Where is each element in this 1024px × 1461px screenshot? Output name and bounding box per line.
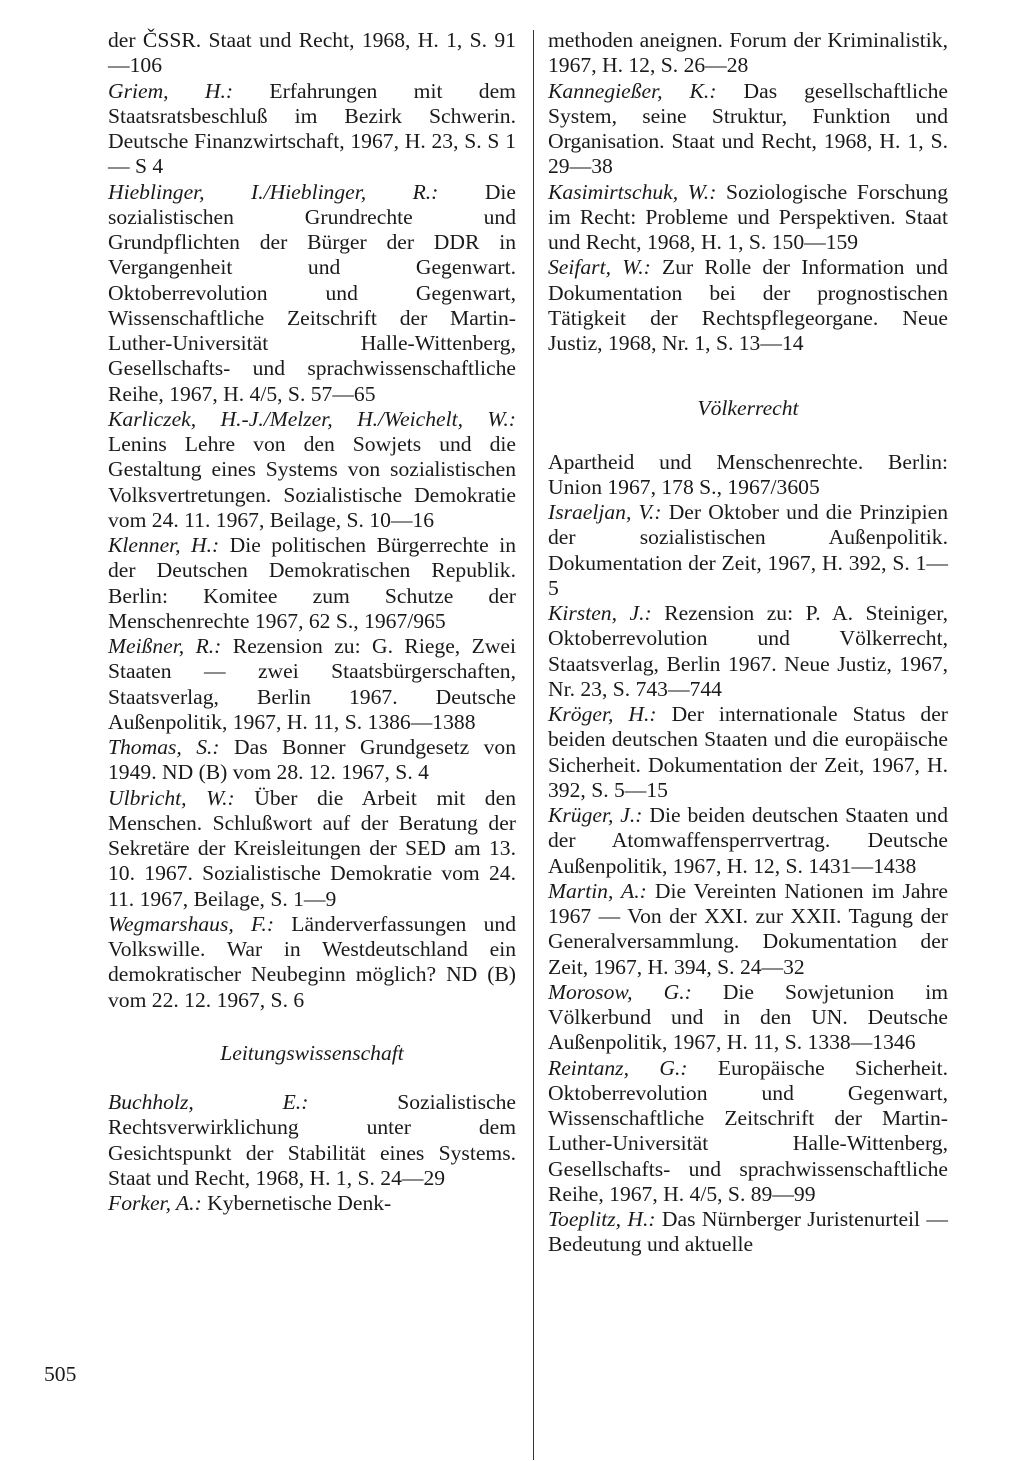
entry-text: Das Bonner Grundgesetz von 1949. ND (B) vom 28. 12. 1967, S. 4 xyxy=(108,735,516,785)
bibliography-entry xyxy=(548,450,948,501)
entry-text: Länderverfassungen und Volkswille. War in Westdeutschland ein demokratischer Neubeginn möglich? ND (B) vom 22. 12. 1967, S. 6 xyxy=(108,911,516,1012)
page-number: 505 xyxy=(44,1362,77,1386)
section-heading: Leitungswissenschaft xyxy=(220,1040,404,1065)
entry-author: Israeljan, V.: xyxy=(548,500,662,524)
bibliography-entry xyxy=(548,1056,948,1208)
entry-text: Die sozialistischen Grundrechte und Grundpflichten der Bürger der DDR in Vergangenheit und Gegenwart. Oktoberrevolution und Gegenwart, Wissenschaftliche Zeitschrift der Martin-Luther-Universität Halle-Wittenberg, Gesellschafts- und sprachwissenschaftliche Reihe, 1967, H. 4/5, S. 57—65 xyxy=(108,179,516,406)
bibliography-entry xyxy=(548,79,948,180)
entry-text: Apartheid und Menschenrechte. Berlin: Union 1967, 178 S., 1967/3605 xyxy=(548,449,948,499)
bibliography-entry xyxy=(108,533,516,634)
bibliography-entry xyxy=(548,1207,948,1258)
entry-author: Seifart, W.: xyxy=(548,255,651,280)
entry-author: Reintanz, G.: xyxy=(548,1055,688,1080)
entry-text: Die beiden deutschen Staaten und der Atomwaffensperrvertrag. Deutsche Außenpolitik, 1967, H. 12, S. 1431—1438 xyxy=(548,803,948,878)
bibliography-entry xyxy=(548,803,948,879)
bibliography-entry xyxy=(108,79,516,180)
entry-text: Sozialistische Rechtsverwirklichung unter dem Gesichtspunkt der Stabilität eines Systems. Staat und Recht, 1968, H. 1, S. 24—29 xyxy=(108,1090,516,1190)
bibliography-entry xyxy=(108,1191,516,1216)
right-column xyxy=(548,28,948,1258)
bibliography-entry xyxy=(108,735,516,786)
entry-author: Hieblinger, I./Hieblinger, R.: xyxy=(108,179,439,204)
entry-author: Klenner, H.: xyxy=(108,533,220,557)
bibliography-entry xyxy=(108,912,516,1013)
entry-text: Die Sowjetunion im Völkerbund und in den UN. Deutsche Außenpolitik, 1967, H. 11, S. 1338—1346 xyxy=(548,979,949,1055)
entry-author: Kasimirtschuk, W.: xyxy=(548,179,717,204)
entry-author: Forker, A.: xyxy=(108,1191,202,1215)
entry-author: Kröger, H.: xyxy=(548,702,657,726)
bibliography-entry xyxy=(108,180,516,407)
entry-text: Erfahrungen mit dem Staatsratsbeschluß im Bezirk Schwerin. Deutsche Finanzwirtschaft, 1967, H. 23, S. S 1— S 4 xyxy=(108,78,516,179)
entry-author: Meißner, R.: xyxy=(108,634,222,658)
entry-author: Thomas, S.: xyxy=(108,735,220,759)
bibliography-entry xyxy=(548,28,948,79)
left-column xyxy=(108,28,516,1216)
entry-text: Über die Arbeit mit den Menschen. Schlußwort auf der Beratung der Sekretäre der Kreisleitungen der SED am 13. 10. 1967. Sozialistische Demokratie vom 24. 11. 1967, Beilage, S. 1—9 xyxy=(108,785,516,911)
entry-text: Soziologische Forschung im Recht: Probleme und Perspektiven. Staat und Recht, 1968, H. 1, S. 150—159 xyxy=(548,179,949,254)
entry-text: methoden aneignen. Forum der Kriminalistik, 1967, H. 12, S. 26—28 xyxy=(548,28,948,78)
entry-text: Lenins Lehre von den Sowjets und die Gestaltung eines Systems von sozialistischen Volksvertretungen. Sozialistische Demokratie vom 24. 11. 1967, Beilage, S. 10—16 xyxy=(108,432,516,532)
bibliography-entry xyxy=(548,879,948,980)
entry-text: Europäische Sicherheit. Oktoberrevolution und Gegenwart, Wissenschaftliche Zeitschrift der Martin-Luther-Universität Halle-Wittenberg, Gesellschafts- und sprachwissenschaftliche Reihe, 1967, H. 4/5, S. 89—99 xyxy=(548,1055,948,1206)
entry-author: Wegmarshaus, F.: xyxy=(108,911,275,936)
entry-author: Morosow, G.: xyxy=(548,979,692,1004)
bibliography-entry xyxy=(108,786,516,912)
entry-author: Toeplitz, H.: xyxy=(548,1207,656,1231)
entry-text: Das gesellschaftliche System, seine Struktur, Funktion und Organisation. Staat und Recht, 1968, H. 1, S. 29—38 xyxy=(548,78,948,179)
entry-author: Kannegießer, K.: xyxy=(548,78,717,103)
entry-text: Rezension zu: G. Riege, Zwei Staaten — zwei Staatsbürgerschaften, Staatsverlag, Berlin 1967. Deutsche Außenpolitik, 1967, H. 11, S. 1386—1388 xyxy=(108,634,516,734)
entry-author: Krüger, J.: xyxy=(548,803,643,827)
bibliography-entry xyxy=(548,180,948,256)
bibliography-entry xyxy=(548,601,948,702)
entry-text: Die Vereinten Nationen im Jahre 1967 — Von der XXI. zur XXII. Tagung der Generalversammlung. Dokumentation der Zeit, 1967, H. 394, S. 24—32 xyxy=(548,878,949,979)
entry-author: Kirsten, J.: xyxy=(548,601,652,625)
entry-text: Das Nürnberger Juristenurteil — Bedeutung und aktuelle xyxy=(548,1207,948,1257)
entry-author: Ulbricht, W.: xyxy=(108,785,235,810)
bibliography-entry xyxy=(108,634,516,735)
entry-text: Zur Rolle der Information und Dokumentation bei der prognostischen Tätigkeit der Rechtspflegeorgane. Neue Justiz, 1968, Nr. 1, S. 13—14 xyxy=(548,255,948,355)
bibliography-entry xyxy=(108,1090,516,1191)
bibliography-entry xyxy=(548,255,948,356)
bibliography-entry xyxy=(548,500,948,601)
bibliography-entry xyxy=(548,702,948,803)
entry-text: Rezension zu: P. A. Steiniger, Oktoberrevolution und Völkerrecht, Staatsverlag, Berlin 1967. Neue Justiz, 1967, Nr. 23, S. 743—744 xyxy=(548,601,948,701)
section-heading: Völkerrecht xyxy=(697,396,799,421)
bibliography-entry xyxy=(108,28,516,79)
bibliography-entry xyxy=(548,980,948,1056)
entry-text: Der internationale Status der beiden deutschen Staaten und die europäische Sicherheit. Dokumentation der Zeit, 1967, H. 392, S. 5—15 xyxy=(548,702,948,802)
column-divider xyxy=(533,30,534,1460)
entry-author: Karliczek, H.-J./Melzer, H./Weichelt, W.: xyxy=(108,406,516,431)
entry-text: der ČSSR. Staat und Recht, 1968, H. 1, S. 91—106 xyxy=(108,28,516,78)
entry-author: Martin, A.: xyxy=(548,878,647,903)
entry-author: Griem, H.: xyxy=(108,78,234,103)
entry-text: Die politischen Bürgerrechte in der Deutschen Demokratischen Republik. Berlin: Komitee zum Schutze der Menschenrechte 1967, 62 S., 1967/965 xyxy=(108,533,517,633)
bibliography-entry xyxy=(108,407,516,533)
entry-author: Buchholz, E.: xyxy=(108,1090,309,1114)
entry-text: Der Oktober und die Prinzipien der sozialistischen Außenpolitik. Dokumentation der Zeit, 1967, H. 392, S. 1—5 xyxy=(548,500,948,600)
entry-text: Kybernetische Denk- xyxy=(201,1191,392,1215)
